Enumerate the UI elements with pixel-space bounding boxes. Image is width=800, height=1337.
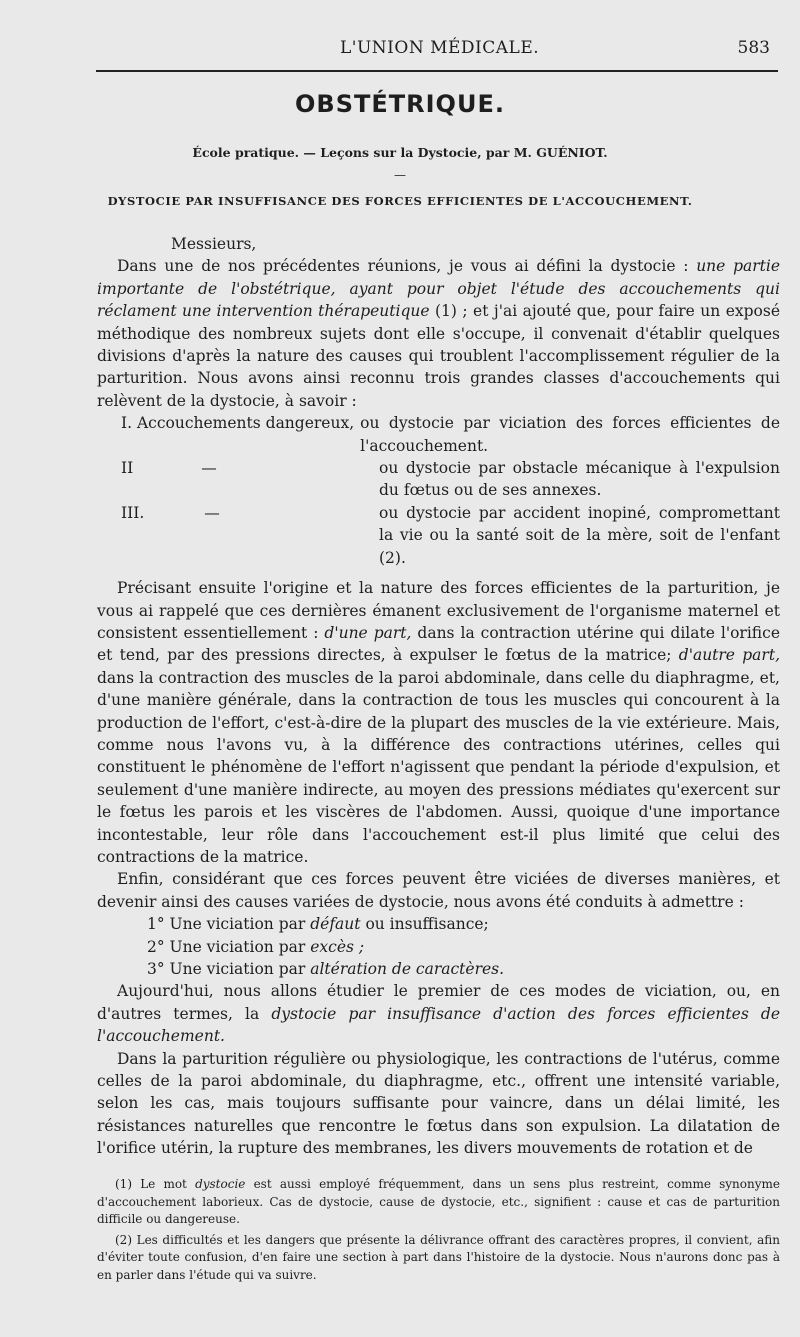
lecture-subheading: École pratique. — Leçons sur la Dystocie, par M. GUÉNIOT. [192,145,608,160]
viciation-item-3-term: altération de caractères. [310,960,505,978]
dystocia-definition: une partie importante de l'obstétrique, ayant pour objet l'étude des accouchements qui réclament une intervention thérapeutique [97,257,780,321]
class-item-1-label: I. Accouchements dangereux, [121,414,355,433]
paragraph-4-text-a: Aujourd'hui, nous allons étudier le premier de ces modes de viciation, ou, en d'autres termes, la [97,982,780,1023]
header-rule [96,70,778,72]
footnote-1-text-c: est aussi employé fréquemment, dans un sens plus restreint, comme synonyme d'accouchement laborieux. Cas de dystocie, cause de dystocie, etc., signifient : cause et cas de parturition difficile ou dangereuse. [97,1177,780,1226]
paragraph-2 [97,577,780,868]
paragraph-4 [97,980,780,1047]
class-item-2-label [97,457,379,502]
paragraph-5: Dans la parturition régulière ou physiologique, les contractions de l'utérus, comme celles de la paroi abdominale, du diaphragme, etc., offrent une intensité variable, selon les cas, mais toujours suffisante pour vaincre, dans un délai limité, les résistances naturelles que rencontre le fœtus dans son expulsion. La dilatation de l'orifice utérin, la rupture des membranes, les divers mouvements de rotation et de [97,1049,780,1158]
paragraph-1-text-c: (1) ; et j'ai ajouté que, pour faire un exposé méthodique des nombreux sujets dont elle s'occupe, il convenait d'établir quelques divisions d'après la nature des causes qui troublent l'accomplissement régulier de la parturition. Nous avons ainsi reconnu trois grandes classes d'accouchements qui relèvent de la dystocie, à savoir : [97,302,780,410]
viciation-item-3-prefix: 3° Une viciation par [147,960,311,978]
class-item-3-number: III. [121,503,145,522]
viciation-item-2-term: excès ; [310,937,365,956]
footnotes [97,1176,780,1287]
viciation-item-1-term: défaut [310,915,361,934]
paragraph-4-topic: dystocie par insuffisance d'action des forces efficientes de l'accouchement. [97,1004,780,1046]
section-title: OBSTÉTRIQUE. [295,90,505,118]
paragraph-2-text-a: Précisant ensuite l'origine et la nature des forces efficientes de la parturition, je vous ai rappelé que ces dernières émanent exclusivement de l'organisme maternel et consistent essentiellement : [97,579,780,642]
paragraph-2-emph-2: d'autre part, [678,646,780,665]
class-item-1-text: ou dystocie par viciation des forces efficientes de l'accouchement. [360,414,780,455]
footnote-2: (2) Les difficultés et les dangers que présente la délivrance offrant des caractères propres, il convient, afin d'éviter toute confusion, d'en faire une section à part dans l'histoire de la dystocie. Nous n'aurons donc pas à en parler dans l'étude qui va suivre. [97,1232,780,1282]
separator-dash: — [394,168,406,182]
viciation-item-3 [97,958,780,980]
running-title: L'UNION MÉDICALE. [340,38,540,58]
article-body [97,233,780,1160]
page-number: 583 [737,38,770,58]
paragraph-1 [97,255,780,412]
class-item-2-number: II [121,459,134,478]
class-item-3-label [97,502,379,569]
class-item-3-dash: — [204,503,220,522]
viciation-item-1-suffix: ou insuffisance; [360,915,489,934]
paragraph-2-emph-1: d'une part, [324,623,412,642]
footnote-1-text-a: (1) Le mot [115,1177,196,1191]
class-item-3 [97,502,780,569]
viciation-item-2 [97,936,780,958]
class-item-1 [97,412,780,457]
footnote-1 [97,1176,780,1229]
class-item-3-text: ou dystocie par accident inopiné, compromettant la vie ou la santé soit de la mère, soit de l'enfant (2). [379,503,780,567]
class-item-2-dash: — [201,459,217,478]
class-item-2 [97,457,780,502]
footnote-1-term: dystocie [195,1177,246,1191]
paragraph-2-text-c: dans la contraction utérine qui dilate l'orifice et tend, par des pressions directes, à expulser le fœtus de la matrice; [97,623,780,665]
paragraph-3: Enfin, considérant que ces forces peuvent être viciées de diverses manières, et devenir ainsi des causes variées de dystocie, nous avons été conduits à admettre : [97,870,780,911]
paragraph-2-text-e: dans la contraction des muscles de la paroi abdominale, dans celle du diaphragme, et, d'une manière générale, dans la contraction de tous les muscles qui concourent à la production de l'effort, c'est-à-dire de la plupart des muscles de la vie extérieure. Mais, comme nous l'avons vu, à la différence des contractions utérines, celles qui constituent le phénomène de l'effort n'agissent que pendant la période d'expulsion, et seulement d'une manière indirecte, au moyen des pressions médiates qu'exercent sur le fœtus les parois et les viscères de l'abdomen. Aussi, quoique d'une importance incontestable, leur rôle dans l'accouchement est-il plus limité que celui des contractions de la matrice. [97,668,780,866]
class-item-2-text: ou dystocie par obstacle mécanique à l'expulsion du fœtus ou de ses annexes. [379,459,780,500]
salutation: Messieurs, [171,235,257,253]
paragraph-1-text-a: Dans une de nos précédentes réunions, je vous ai défini la dystocie : [117,257,697,276]
viciation-item-1-prefix: 1° Une viciation par [147,915,311,934]
viciation-item-1 [97,913,780,935]
viciation-item-2-prefix: 2° Une viciation par [147,937,311,956]
article-title: DYSTOCIE PAR INSUFFISANCE DES FORCES EFFICIENTES DE L'ACCOUCHEMENT. [107,194,693,208]
page-header [0,38,800,68]
